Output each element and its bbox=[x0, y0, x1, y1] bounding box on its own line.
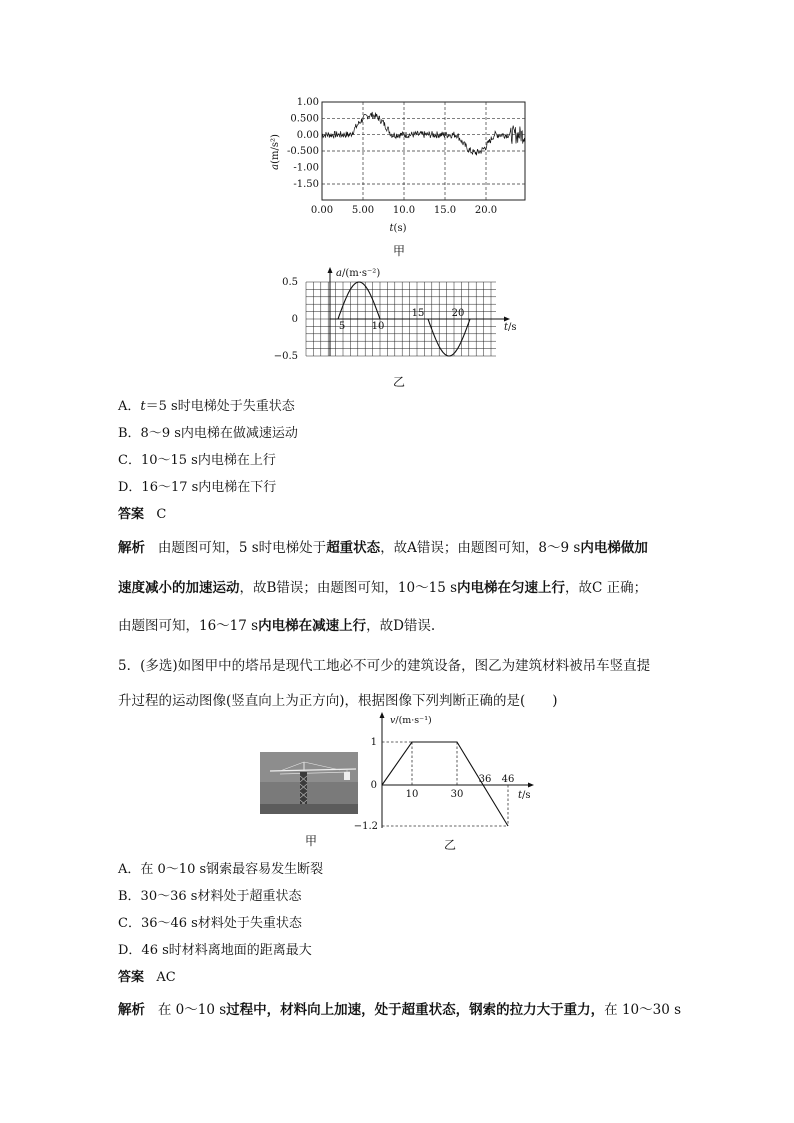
plot1-xtick: 0.00 bbox=[310, 205, 334, 216]
q5-stem-line2: 升过程的运动图像(竖直向上为正方向)，根据图像下列判断正确的是( ) bbox=[118, 693, 558, 709]
q5-option-b: B．30～36 s材料处于超重状态 bbox=[118, 889, 302, 904]
q4-option-a: A．t＝5 s时电梯处于失重状态 bbox=[118, 399, 295, 414]
vt-ytick-neg: −1.2 bbox=[353, 821, 378, 832]
vt-xtick-30: 30 bbox=[450, 789, 464, 800]
q4-analysis-line2: 速度减小的加速运动，故B错误；由题图可知，10～15 s内电梯在匀速上行，故C 正确； bbox=[118, 580, 648, 596]
plot2-xtick-5: 5 bbox=[338, 321, 346, 332]
q5-graph-caption: 乙 bbox=[443, 838, 456, 852]
q4-analysis-line3: 由题图可知，16～17 s内电梯在减速上行，故D错误. bbox=[118, 618, 436, 634]
figure2-caption: 乙 bbox=[392, 375, 405, 389]
plot2-xtick-15: 15 bbox=[411, 308, 425, 319]
q5-photo-caption: 甲 bbox=[304, 834, 317, 848]
plot1-ytick: 0.00 bbox=[296, 130, 319, 141]
plot2-y-arrow bbox=[328, 267, 333, 273]
vt-xtick-36: 36 bbox=[478, 774, 492, 785]
q4-analysis-line1: 解析 由题图可知，5 s时电梯处于超重状态，故A错误；由题图可知，8～9 s内电梯做加 bbox=[118, 540, 648, 556]
plot1-xlabel: t(s) bbox=[389, 223, 407, 234]
figure-velocity-time bbox=[353, 710, 540, 838]
vt-xlabel: t/s bbox=[518, 790, 531, 801]
q5-answer: 答案 AC bbox=[118, 970, 176, 985]
plot2-ytick-top: 0.5 bbox=[282, 277, 298, 288]
vt-x-arrow bbox=[528, 783, 534, 788]
q5-option-c: C．36～46 s材料处于失重状态 bbox=[118, 916, 302, 931]
q5-stem-line1: 5．(多选)如图甲中的塔吊是现代工地必不可少的建筑设备，图乙为建筑材料被吊车竖直提 bbox=[118, 658, 651, 674]
q4-option-d: D．16～17 s内电梯在下行 bbox=[118, 480, 277, 495]
vt-ytick-1: 1 bbox=[370, 737, 377, 748]
plot1-ytick: -1.00 bbox=[293, 162, 319, 174]
vt-y-arrow bbox=[380, 712, 385, 718]
plot1-ytick: 1.00 bbox=[296, 97, 319, 108]
vt-xtick-10: 10 bbox=[405, 789, 419, 800]
plot1-ytick: -0.500 bbox=[286, 146, 319, 157]
q4-option-c: C．10～15 s内电梯在上行 bbox=[118, 453, 276, 468]
plot1-ytick: -1.50 bbox=[293, 179, 319, 190]
figure-acceleration-grid bbox=[268, 266, 530, 370]
q5-option-d: D．46 s时材料离地面的距离最大 bbox=[118, 943, 312, 958]
figure1-caption: 甲 bbox=[392, 244, 405, 258]
plot2-xtick-20: 20 bbox=[451, 308, 465, 319]
q4-answer: 答案 C bbox=[118, 507, 167, 522]
plot1-xtick: 5.00 bbox=[351, 205, 375, 216]
plot1-xtick: 15.0 bbox=[433, 205, 457, 216]
vt-xtick-46: 46 bbox=[501, 774, 515, 785]
q5-option-a: A．在 0～10 s钢索最容易发生断裂 bbox=[118, 862, 324, 877]
q4-option-b: B．8～9 s内电梯在做减速运动 bbox=[118, 426, 298, 441]
q5-analysis-line1: 解析 在 0～10 s过程中，材料向上加速，处于超重状态，钢索的拉力大于重力，在 10～30 s bbox=[118, 1002, 682, 1018]
crane-photo bbox=[260, 752, 358, 814]
plot2-xlabel: t/s bbox=[504, 322, 517, 333]
plot1-ylabel: a(m/s²) bbox=[270, 134, 281, 170]
plot2-ytick-bottom: −0.5 bbox=[273, 351, 298, 362]
vt-ylabel: v/(m·s⁻¹) bbox=[390, 715, 432, 726]
plot1-ytick: 0.500 bbox=[290, 113, 319, 125]
plot2-xtick-10: 10 bbox=[371, 321, 385, 332]
plot1-xtick: 20.0 bbox=[474, 205, 498, 216]
figure-acceleration-recorded bbox=[262, 92, 537, 242]
vt-ytick-0: 0 bbox=[370, 780, 377, 791]
plot1-xtick: 10.0 bbox=[392, 205, 416, 216]
plot2-x-arrow bbox=[504, 317, 510, 322]
plot2-ytick-zero: 0 bbox=[291, 314, 298, 325]
plot2-ylabel: a/(m·s⁻²) bbox=[336, 268, 381, 279]
